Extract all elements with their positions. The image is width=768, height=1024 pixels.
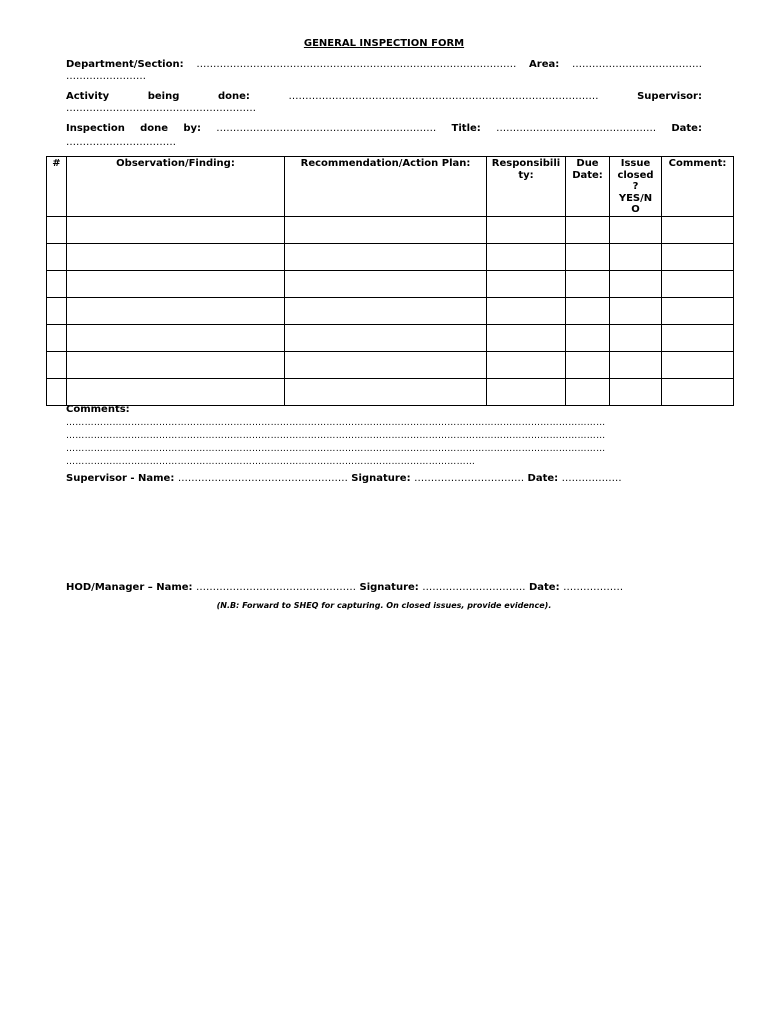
table-cell[interactable] xyxy=(47,324,67,351)
inspection-label-1: Inspection xyxy=(66,123,125,134)
department-field[interactable]: …………………………………………………………………………………… xyxy=(196,59,517,70)
table-header-row xyxy=(47,157,734,217)
comments-line-4[interactable] xyxy=(66,455,702,469)
inspection-title-date-line xyxy=(66,122,702,136)
col-header-recommendation: Recommendation/Action Plan: xyxy=(285,157,487,217)
title-label: Title: xyxy=(451,123,481,134)
table-cell[interactable] xyxy=(487,378,566,405)
table-cell[interactable] xyxy=(47,270,67,297)
table-cell[interactable] xyxy=(610,324,662,351)
area-field-cont[interactable]: …………………… xyxy=(66,71,146,82)
table-row xyxy=(47,270,734,297)
supervisor-label: Supervisor: xyxy=(637,91,702,102)
supervisor-name-field[interactable]: …………………………………………… xyxy=(177,473,348,484)
date-label: Date: xyxy=(671,123,702,134)
table-cell[interactable] xyxy=(487,324,566,351)
table-cell[interactable] xyxy=(566,351,610,378)
table-cell[interactable] xyxy=(47,243,67,270)
table-cell[interactable] xyxy=(47,216,67,243)
table-cell[interactable] xyxy=(285,216,487,243)
activity-label-3: done: xyxy=(217,91,250,102)
table-cell[interactable] xyxy=(662,243,734,270)
table-cell[interactable] xyxy=(566,324,610,351)
date-field[interactable]: …………………………… xyxy=(66,137,176,148)
table-cell[interactable] xyxy=(67,297,285,324)
col-header-due-date: Due Date: xyxy=(566,157,610,217)
activity-field[interactable]: ………………………………………………………………………………… xyxy=(288,91,599,102)
table-cell[interactable] xyxy=(566,216,610,243)
table-cell[interactable] xyxy=(285,351,487,378)
comments-dots-4[interactable]: …………………………………………………………………………………………………………………… xyxy=(66,457,476,467)
activity-label-1: Activity xyxy=(66,91,110,102)
table-cell[interactable] xyxy=(285,378,487,405)
supervisor-signature-label: Signature: xyxy=(351,473,411,484)
table-cell[interactable] xyxy=(662,351,734,378)
table-cell[interactable] xyxy=(566,270,610,297)
supervisor-name-label: Supervisor - Name: xyxy=(66,473,175,484)
comments-dots-3[interactable]: ………………………………………………………………………………………………………………………………………………………… xyxy=(66,444,606,454)
footer-note: (N.B: Forward to SHEQ for capturing. On closed issues, provide evidence). xyxy=(216,601,552,610)
table-row xyxy=(47,297,734,324)
area-field[interactable]: ………………………………… xyxy=(571,59,702,70)
table-cell[interactable] xyxy=(662,378,734,405)
table-cell[interactable] xyxy=(487,243,566,270)
hod-date-label: Date: xyxy=(528,582,560,593)
table-cell[interactable] xyxy=(67,324,285,351)
comments-line-3[interactable] xyxy=(66,442,702,456)
table-cell[interactable] xyxy=(67,270,285,297)
table-cell[interactable] xyxy=(610,378,662,405)
supervisor-date-field[interactable]: ……………… xyxy=(561,473,622,484)
hod-signature-field[interactable]: …………………………. xyxy=(422,582,526,593)
area-field-continuation xyxy=(66,70,702,84)
table-cell[interactable] xyxy=(67,243,285,270)
hod-signature-label: Signature: xyxy=(359,582,419,593)
inspection-field[interactable]: ………………………………………………………… xyxy=(216,123,437,134)
table-cell[interactable] xyxy=(610,351,662,378)
table-cell[interactable] xyxy=(566,243,610,270)
table-cell[interactable] xyxy=(662,297,734,324)
hod-name-label: HOD/Manager – Name: xyxy=(66,582,193,593)
col-header-comment: Comment: xyxy=(662,157,734,217)
table-cell[interactable] xyxy=(47,378,67,405)
table-cell[interactable] xyxy=(285,297,487,324)
table-cell[interactable] xyxy=(610,297,662,324)
table-row xyxy=(47,243,734,270)
table-cell[interactable] xyxy=(487,270,566,297)
table-cell[interactable] xyxy=(610,270,662,297)
table-cell[interactable] xyxy=(662,216,734,243)
supervisor-signature-field[interactable]: …………………………… xyxy=(414,473,525,484)
table-cell[interactable] xyxy=(47,297,67,324)
hod-date-field[interactable]: ……………… xyxy=(563,582,624,593)
table-cell[interactable] xyxy=(566,297,610,324)
supervisor-signoff-line xyxy=(66,472,702,486)
activity-label-2: being xyxy=(147,91,180,102)
department-label: Department/Section: xyxy=(66,59,184,70)
table-row xyxy=(47,378,734,405)
col-header-observation: Observation/Finding: xyxy=(67,157,285,217)
supervisor-field-line xyxy=(66,102,702,116)
table-cell[interactable] xyxy=(487,297,566,324)
supervisor-date-label: Date: xyxy=(527,473,559,484)
table-cell[interactable] xyxy=(662,324,734,351)
table-cell[interactable] xyxy=(285,243,487,270)
table-row xyxy=(47,216,734,243)
inspection-label-3: by: xyxy=(183,123,202,134)
comments-line-2[interactable] xyxy=(66,429,702,443)
table-cell[interactable] xyxy=(610,243,662,270)
table-cell[interactable] xyxy=(285,324,487,351)
table-cell[interactable] xyxy=(67,351,285,378)
table-cell[interactable] xyxy=(67,378,285,405)
table-cell[interactable] xyxy=(285,270,487,297)
col-header-number: # xyxy=(47,157,67,217)
table-cell[interactable] xyxy=(610,216,662,243)
col-header-responsibility: Responsibility: xyxy=(487,157,566,217)
table-row xyxy=(47,351,734,378)
date-field-line xyxy=(66,136,702,150)
comments-line-1[interactable] xyxy=(66,416,702,430)
table-cell[interactable] xyxy=(47,351,67,378)
table-cell[interactable] xyxy=(662,270,734,297)
area-label: Area: xyxy=(529,59,560,70)
supervisor-field[interactable]: ………………………………………………… xyxy=(66,103,256,114)
hod-signoff-line xyxy=(66,581,702,595)
table-cell[interactable] xyxy=(566,378,610,405)
table-row xyxy=(47,324,734,351)
comments-label-line xyxy=(66,403,702,417)
title-field[interactable]: ………………………………………… xyxy=(496,123,657,134)
table-cell[interactable] xyxy=(67,216,285,243)
table-cell[interactable] xyxy=(487,351,566,378)
table-cell[interactable] xyxy=(487,216,566,243)
inspection-label-2: done xyxy=(140,123,169,134)
inspection-table xyxy=(46,156,734,406)
hod-name-field[interactable]: ………………………………………… xyxy=(196,582,357,593)
col-header-issue-closed: Issue closed? YES/NO xyxy=(610,157,662,217)
comments-label: Comments: xyxy=(66,404,130,415)
comments-dots-2[interactable]: ………………………………………………………………………………………………………………………………………………………… xyxy=(66,431,606,441)
form-title: GENERAL INSPECTION FORM xyxy=(303,38,465,49)
comments-dots-1[interactable]: ………………………………………………………………………………………………………………………………………………………… xyxy=(66,418,606,428)
